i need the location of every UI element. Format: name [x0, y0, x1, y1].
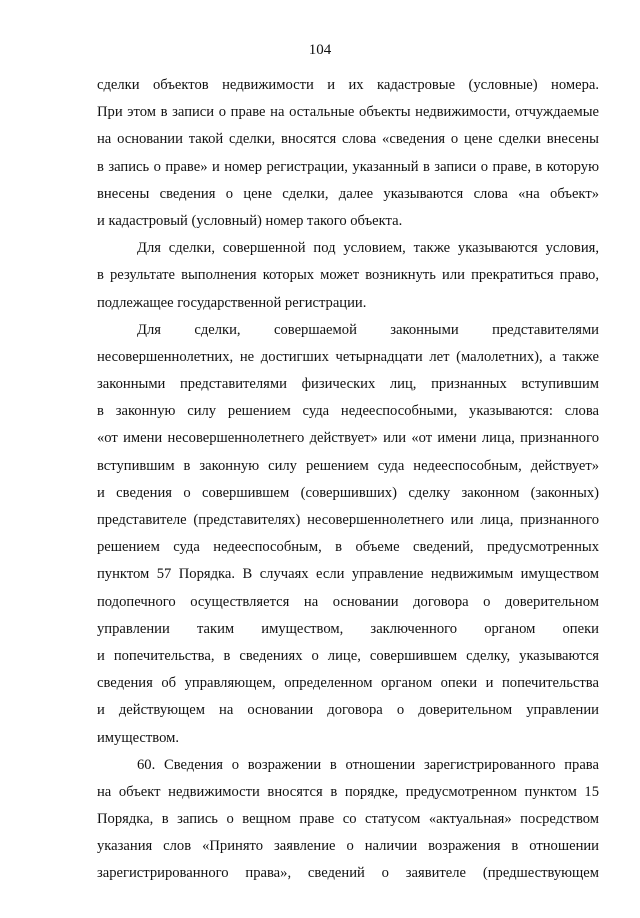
text-line: и сведения о совершившем (совершивших) сделку законном (законных) — [97, 484, 599, 501]
text-line: и кадастровый (условный) номер такого объекта. — [97, 212, 403, 229]
text-line: Порядка, в запись о вещном праве со статусом «актуальная» посредством — [97, 811, 599, 828]
text-line: на объект недвижимости вносятся в порядке, предусмотренном пунктом 15 — [97, 783, 599, 800]
text-line: управлении таким имуществом, заключенного органом опеки — [97, 620, 599, 637]
text-line: При этом в записи о праве на остальные объекты недвижимости, отчуждаемые — [97, 104, 599, 121]
text-line: 60. Сведения о возражении в отношении зарегистрированного права — [137, 756, 599, 773]
text-line: указания слов «Принято заявление о наличии возражения в отношении — [97, 838, 599, 855]
text-line: и попечительства, в сведениях о лице, совершившем сделку, указываются — [97, 647, 599, 664]
text-line: подлежащее государственной регистрации. — [97, 294, 367, 311]
text-line: в запись о праве» и номер регистрации, указанный в записи о праве, в которую — [97, 158, 599, 175]
text-line: законными представителями физических лиц, признанных вступившим — [97, 376, 599, 393]
text-line: решением суда недееспособным, в объеме сведений, предусмотренных — [97, 539, 599, 556]
text-line: «от имени несовершеннолетнего действует» или «от имени лица, признанного — [97, 430, 599, 447]
text-line: сведения об управляющем, определенном органом опеки и попечительства — [97, 675, 599, 692]
text-line: подопечного осуществляется на основании договора о доверительном — [97, 593, 599, 610]
text-line: пунктом 57 Порядка. В случаях если управление недвижимым имуществом — [97, 566, 599, 583]
page-number: 104 — [308, 42, 332, 58]
text-line: зарегистрированного права», сведений о заявителе (предшествующем — [97, 865, 599, 882]
text-line: и действующем на основании договора о доверительном управлении — [97, 702, 599, 719]
text-line: вступившим в законную силу решением суда недееспособным, действует» — [97, 457, 599, 474]
text-line: сделки объектов недвижимости и их кадастровые (условные) номера. — [97, 77, 599, 93]
text-line: имуществом. — [97, 729, 179, 746]
text-line: в законную силу решением суда недееспособными, указываются: слова — [97, 403, 599, 420]
text-line: Для сделки, совершаемой законными представителями — [137, 321, 599, 338]
document-body — [97, 72, 599, 888]
text-line: в результате выполнения которых может возникнуть или прекратиться право, — [97, 267, 599, 284]
text-line: несовершеннолетних, не достигших четырнадцати лет (малолетних), а также — [97, 348, 599, 365]
text-line: представителе (представителях) несовершеннолетнего или лица, признанного — [97, 512, 599, 528]
text-line: внесены сведения о цене сделки, далее указываются слова «на объект» — [97, 185, 599, 202]
text-line: на основании такой сделки, вносятся слова «сведения о цене сделки внесены — [97, 131, 599, 148]
text-line: Для сделки, совершенной под условием, также указываются условия, — [137, 240, 599, 257]
